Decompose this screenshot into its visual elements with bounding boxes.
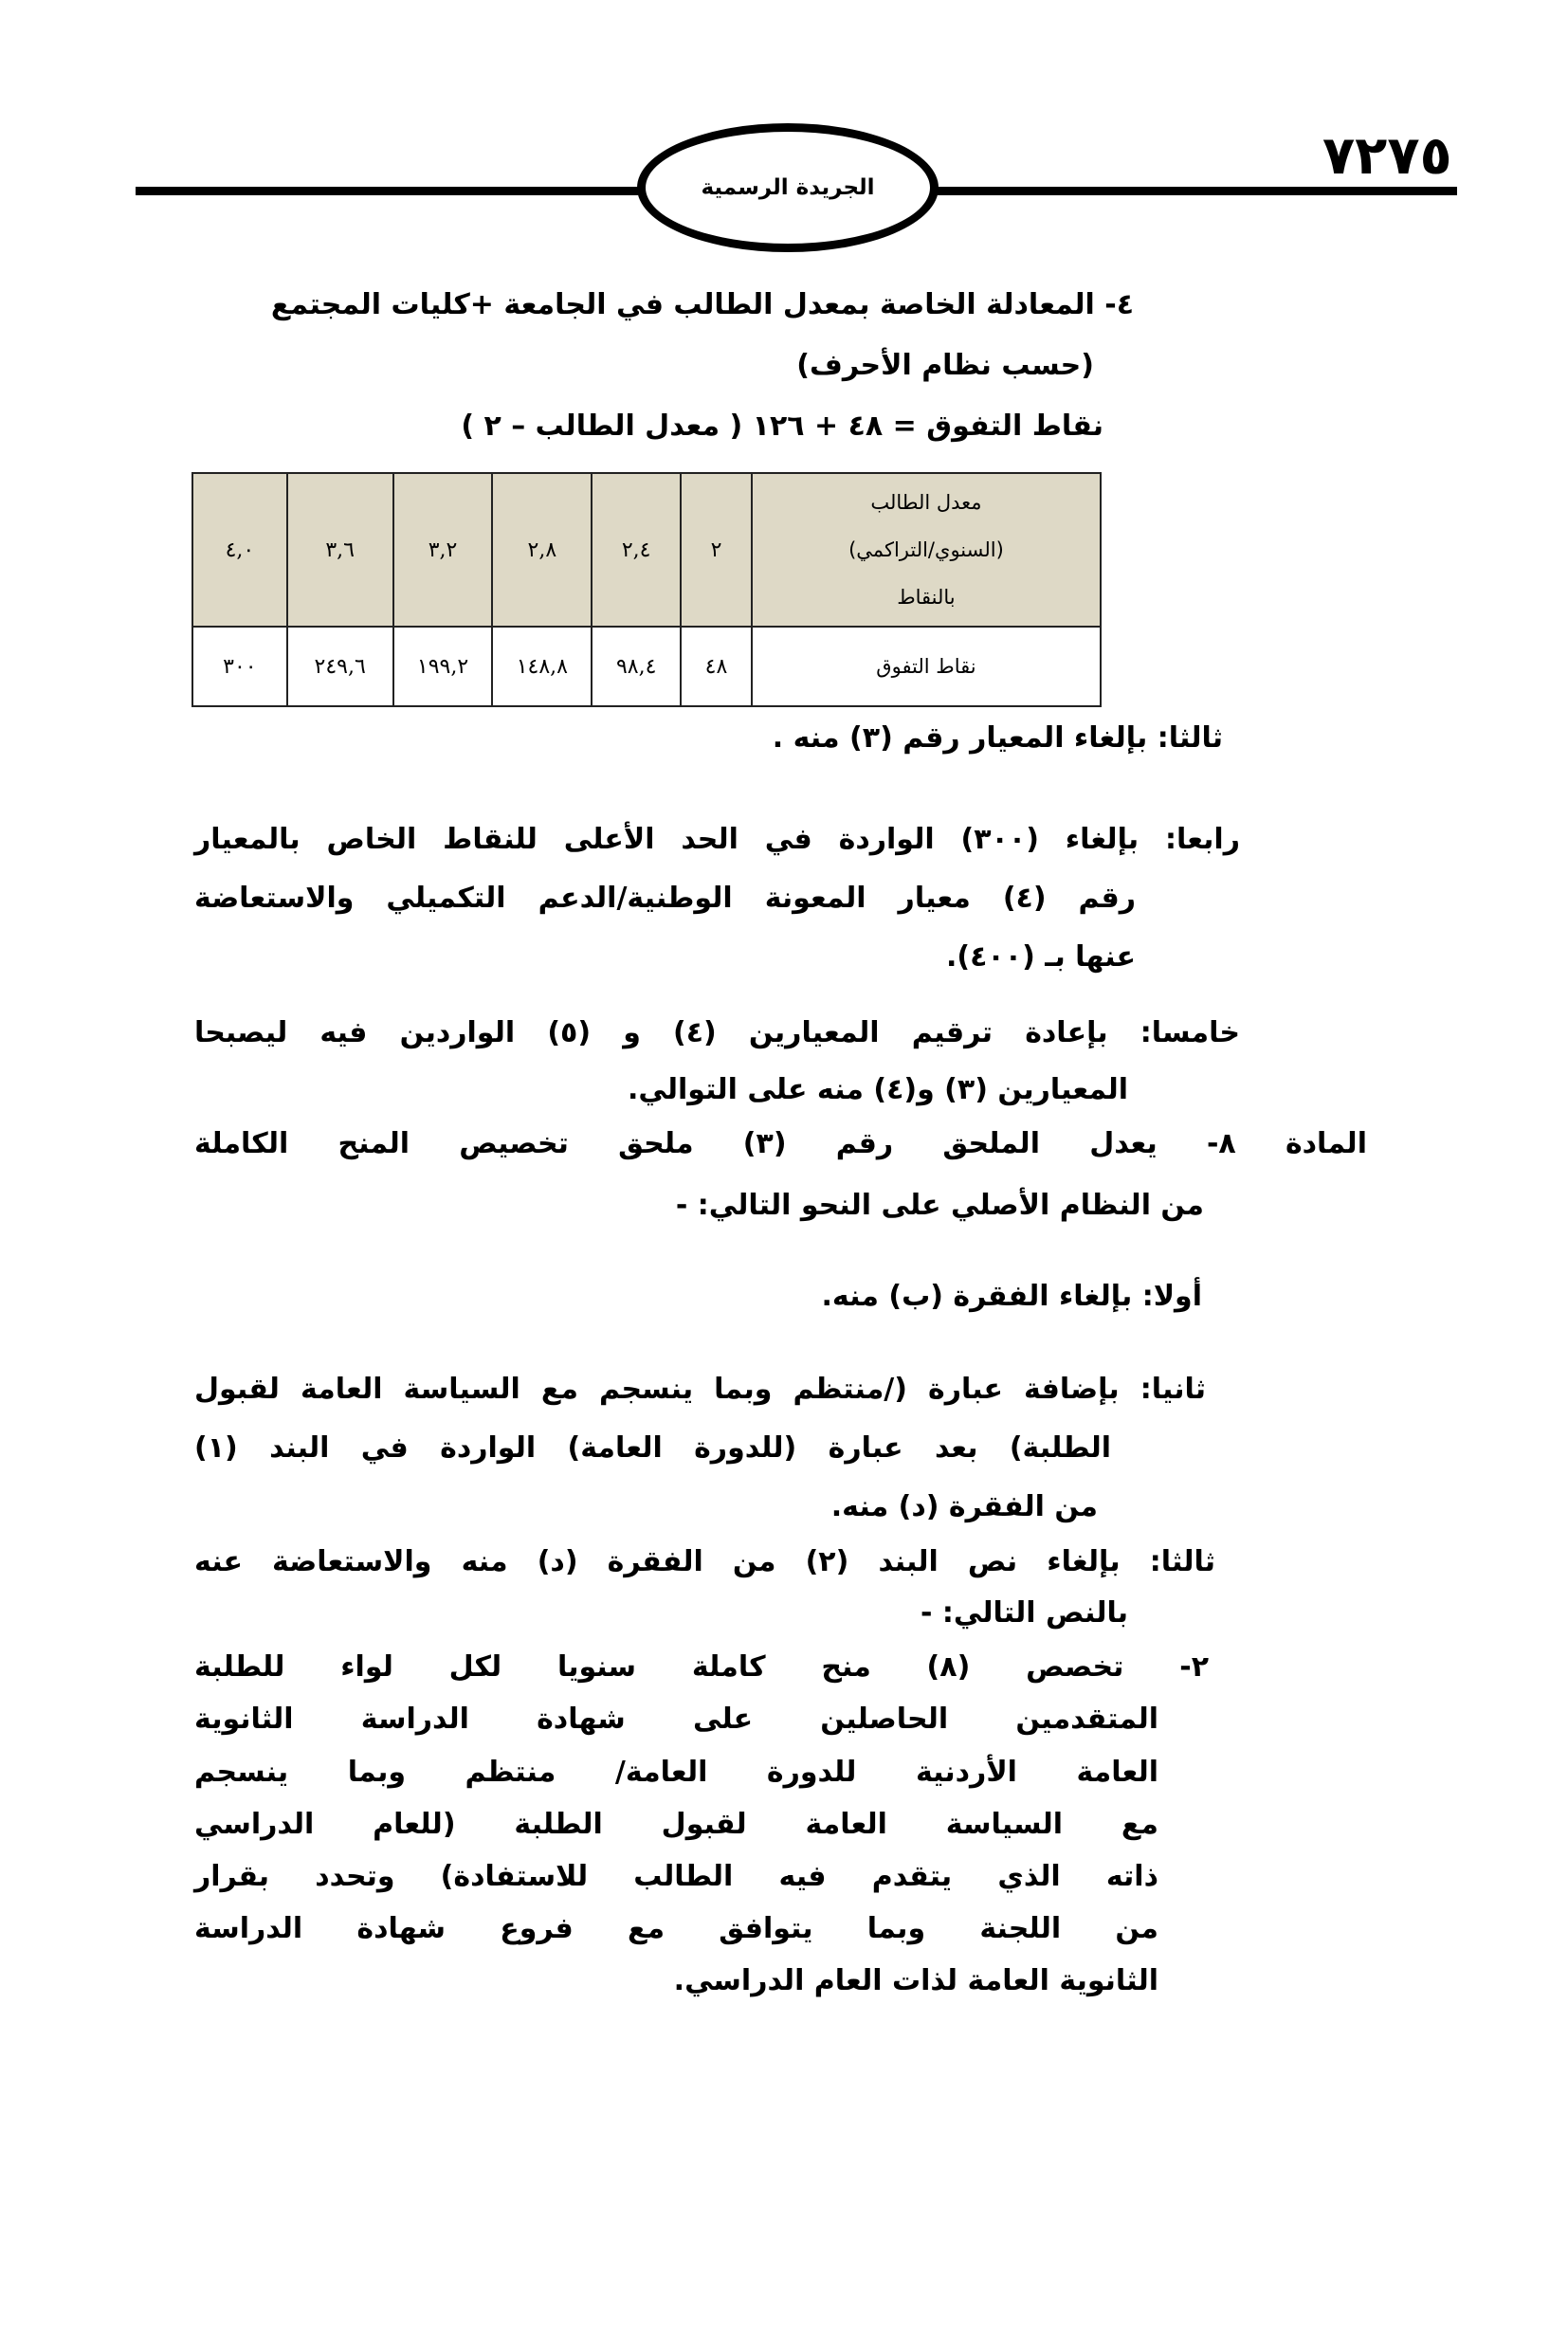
clause-fourth-line: رابعا: بإلغاء (٣٠٠) الواردة في الحد الأعلى للنقاط الخاص بالمعيار [194, 823, 1240, 856]
table-cell: ٢ [681, 473, 752, 627]
row-header-line: (السنوي/التراكمي) [848, 538, 1004, 561]
publication-title: الجريدة الرسمية [701, 175, 875, 200]
clause-second-line: ثانيا: بإضافة عبارة (/منتظم وبما ينسجم مع السياسة العامة لقبول [194, 1373, 1206, 1406]
table-cell: ٩٨,٤ [592, 627, 681, 706]
item-2-line: المتقدمين الحاصلين على شهادة الدراسة الثانوية [194, 1703, 1158, 1736]
table-cell: ١٩٩,٢ [393, 627, 493, 706]
clause-second-line: من الفقرة (د) منه. [830, 1490, 1098, 1523]
item-2-line: ٢- تخصص (٨) منح كاملة سنويا لكل لواء للطلبة [194, 1650, 1209, 1684]
table-row-points [192, 627, 1101, 706]
clause-fourth-line: عنها بـ (٤٠٠). [946, 940, 1136, 974]
section-subheading: (حسب نظام الأحرف) [796, 349, 1094, 382]
header-rule-left [136, 187, 643, 195]
section-heading: ٤- المعادلة الخاصة بمعدل الطالب في الجامعة +كليات المجتمع [270, 288, 1134, 321]
article-heading-line: من النظام الأصلي على النحو التالي: - [675, 1189, 1204, 1222]
points-table [191, 472, 1102, 707]
clause-fourth-line: رقم (٤) معيار المعونة الوطنية/الدعم التكميلي والاستعاضة [194, 882, 1136, 915]
item-2-line: العامة الأردنية للدورة العامة/ منتظم وبما ينسجم [194, 1756, 1158, 1789]
clause-second-line: الطلبة) بعد عبارة (للدورة العامة) الواردة في البند (١) [194, 1431, 1111, 1465]
table-row-gpa [192, 473, 1101, 627]
clause-third-line: بالنص التالي: - [921, 1596, 1128, 1630]
table-cell: ٤٨ [681, 627, 752, 706]
row-header-line: بالنقاط [897, 586, 956, 609]
table-cell: ٣,٢ [393, 473, 493, 627]
publication-badge [637, 123, 939, 252]
formula: نقاط التفوق = ٤٨ + ١٢٦ ( معدل الطالب – ٢ ) [461, 410, 1103, 443]
clause-third-line: ثالثا: بإلغاء نص البند (٢) من الفقرة (د) منه والاستعاضة عنه [194, 1545, 1216, 1578]
item-2-line: الثانوية العامة لذات العام الدراسي. [673, 1964, 1158, 1997]
clause-third: ثالثا: بإلغاء المعيار رقم (٣) منه . [772, 721, 1223, 755]
table-cell: ٣,٦ [287, 473, 393, 627]
clause-fifth-line: خامسا: بإعادة ترقيم المعيارين (٤) و (٥) الواردين فيه ليصبحا [194, 1016, 1240, 1049]
clause-first: أولا: بإلغاء الفقرة (ب) منه. [821, 1280, 1202, 1313]
clause-fifth-line: المعيارين (٣) و(٤) منه على التوالي. [628, 1073, 1128, 1106]
table-cell: ١٤٨,٨ [492, 627, 592, 706]
table-cell: ٤,٠ [192, 473, 287, 627]
page-number: ٧٢٧٥ [1322, 125, 1452, 187]
item-2-line: من اللجنة وبما يتوافق مع فروع شهادة الدراسة [194, 1912, 1158, 1945]
row-header-points: نقاط التفوق [752, 627, 1101, 706]
row-header-gpa [752, 473, 1101, 627]
table-cell: ٢,٨ [492, 473, 592, 627]
table-cell: ٢٤٩,٦ [287, 627, 393, 706]
table-cell: ٢,٤ [592, 473, 681, 627]
table-cell: ٣٠٠ [192, 627, 287, 706]
article-heading-line: المادة ٨- يعدل الملحق رقم (٣) ملحق تخصيص المنح الكاملة [194, 1127, 1367, 1160]
item-2-line: ذاته الذي يتقدم فيه الطالب للاستفادة) وتحدد بقرار [194, 1860, 1158, 1893]
item-2-line: مع السياسة العامة لقبول الطلبة (للعام الدراسي [194, 1808, 1158, 1841]
header-rule-right [934, 187, 1457, 195]
row-header-line: معدل الطالب [870, 491, 982, 514]
